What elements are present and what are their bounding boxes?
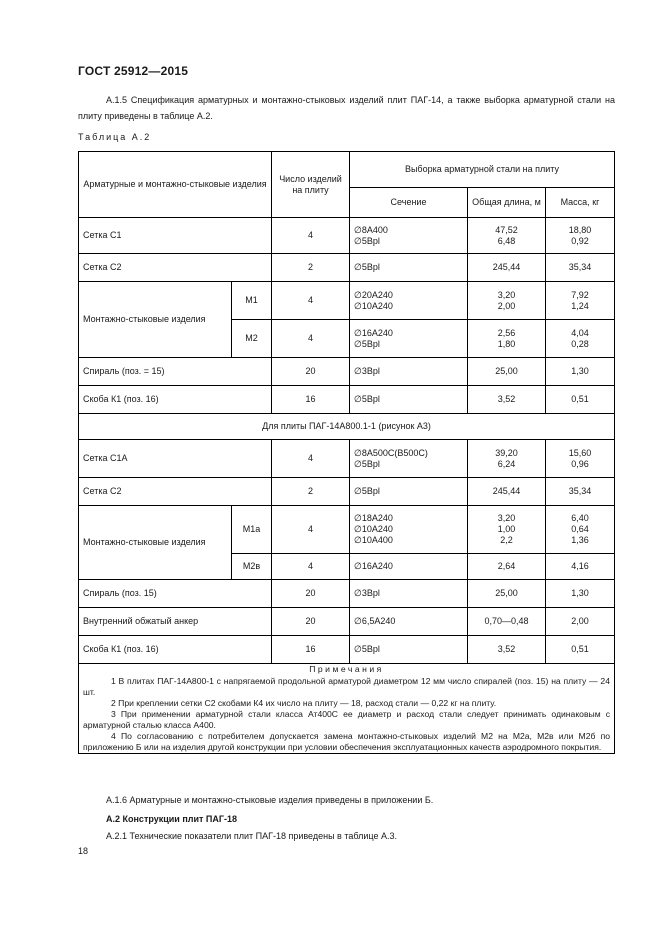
paragraph-a15: А.1.5 Спецификация арматурных и монтажно-стыковых изделий плит ПАГ-14, а также выборка арматурной стали на плиту приведены в таблице А.2. bbox=[78, 95, 615, 121]
item-subtype: М1 bbox=[232, 282, 272, 320]
section-value: ∅8А500С(В500С) bbox=[354, 447, 428, 458]
table-notes bbox=[79, 664, 615, 754]
mass-value: 15,60 bbox=[568, 447, 592, 458]
item-count: 16 bbox=[272, 386, 350, 414]
mass-value: 7,92 bbox=[571, 289, 589, 300]
item-mass bbox=[546, 386, 615, 414]
section-value: ∅3Вpl bbox=[354, 366, 380, 376]
length-value: 39,20 bbox=[495, 447, 518, 458]
length-value: 25,00 bbox=[495, 588, 518, 598]
item-subtype: М1а bbox=[232, 506, 272, 554]
table-row bbox=[79, 608, 615, 636]
length-value: 0,70—0,48 bbox=[484, 616, 529, 626]
header-section: Сечение bbox=[350, 188, 468, 218]
item-length bbox=[468, 608, 546, 636]
length-value: 3,52 bbox=[497, 644, 516, 654]
header-items: Арматурные и монтажно-стыковые изделия bbox=[79, 152, 272, 218]
table-row bbox=[79, 580, 615, 608]
item-name: Сетка С1 bbox=[79, 218, 272, 254]
item-mass bbox=[546, 320, 615, 358]
item-subtype: М2 bbox=[232, 320, 272, 358]
item-section bbox=[350, 440, 468, 478]
item-section bbox=[350, 580, 468, 608]
length-value: 245,44 bbox=[492, 262, 521, 272]
item-section bbox=[350, 218, 468, 254]
item-count: 4 bbox=[272, 282, 350, 320]
section-value: ∅10А400 bbox=[354, 535, 393, 545]
mass-value: 4,04 bbox=[571, 327, 589, 338]
mass-value: 1,30 bbox=[571, 366, 589, 376]
item-count: 20 bbox=[272, 608, 350, 636]
item-section bbox=[350, 358, 468, 386]
mass-value: 0,51 bbox=[571, 394, 589, 404]
mass-value: 4,16 bbox=[571, 561, 589, 571]
mass-value: 18,80 bbox=[568, 224, 592, 235]
item-length bbox=[468, 506, 546, 554]
table-row bbox=[79, 636, 615, 664]
item-length bbox=[468, 254, 546, 282]
length-value: 3,52 bbox=[497, 394, 516, 404]
length-value: 47,52 bbox=[495, 224, 518, 235]
item-section bbox=[350, 554, 468, 580]
length-value: 2,2 bbox=[500, 535, 513, 545]
item-count: 4 bbox=[272, 440, 350, 478]
header-length: Общая длина, м bbox=[468, 188, 546, 218]
table-row bbox=[79, 386, 615, 414]
specification-table bbox=[78, 151, 615, 754]
mass-value: 35,34 bbox=[568, 486, 592, 496]
item-mass bbox=[546, 554, 615, 580]
item-name: Спираль (поз. 15) bbox=[79, 580, 272, 608]
mass-value: 0,96 bbox=[571, 458, 589, 469]
item-section bbox=[350, 386, 468, 414]
length-value: 25,00 bbox=[495, 366, 518, 376]
item-section bbox=[350, 608, 468, 636]
item-section bbox=[350, 478, 468, 506]
table-row bbox=[79, 218, 615, 254]
table-row bbox=[79, 478, 615, 506]
item-mass bbox=[546, 580, 615, 608]
length-value: 3,20 bbox=[497, 513, 516, 523]
mass-value: 6,40 bbox=[571, 513, 589, 523]
item-count: 2 bbox=[272, 478, 350, 506]
item-section bbox=[350, 282, 468, 320]
notes-title: Примечания bbox=[309, 664, 384, 674]
section-value: ∅5Вpl bbox=[354, 644, 380, 654]
section-value: ∅16А240 bbox=[354, 327, 393, 338]
standard-title: ГОСТ 25912—2015 bbox=[78, 64, 189, 78]
length-value: 2,56 bbox=[497, 327, 516, 338]
item-name: Сетка С2 bbox=[79, 478, 272, 506]
paragraph-a21: А.2.1 Технические показатели плит ПАГ-18 приведены в таблице А.3. bbox=[106, 831, 397, 841]
item-section bbox=[350, 636, 468, 664]
header-count: Число изделий на плиту bbox=[272, 152, 350, 218]
item-mass bbox=[546, 440, 615, 478]
item-section bbox=[350, 254, 468, 282]
section-value: ∅6,5А240 bbox=[354, 616, 396, 626]
table-subheading: Для плиты ПАГ-14А800.1-1 (рисунок А3) bbox=[79, 414, 615, 440]
item-length bbox=[468, 358, 546, 386]
mass-value: 0,64 bbox=[571, 524, 589, 534]
item-name: Внутренний обжатый анкер bbox=[79, 608, 272, 636]
item-count: 2 bbox=[272, 254, 350, 282]
section-value: ∅5Вpl bbox=[354, 262, 380, 272]
mass-value: 0,28 bbox=[571, 338, 589, 349]
item-section bbox=[350, 320, 468, 358]
item-count: 20 bbox=[272, 580, 350, 608]
section-heading-a2: А.2 Конструкции плит ПАГ-18 bbox=[106, 814, 238, 824]
item-name: Спираль (поз. = 15) bbox=[79, 358, 272, 386]
note-item: 4 По согласованию с потребителем допускается замена монтажно-стыковых изделий М2 на М2а, М2в или М2б по приложению Б или на изделия другой конструкции при условии обеспечения эксплуатационных качеств аэродромного покрытия. bbox=[83, 731, 610, 752]
header-mass: Масса, кг bbox=[546, 188, 615, 218]
mass-value: 0,51 bbox=[571, 644, 589, 654]
page-number: 18 bbox=[78, 846, 89, 856]
item-name: Монтажно-стыковые изделия bbox=[79, 506, 232, 580]
table-row bbox=[79, 440, 615, 478]
length-value: 2,64 bbox=[497, 561, 516, 571]
section-value: ∅8А400 bbox=[354, 224, 388, 235]
mass-value: 0,92 bbox=[571, 235, 589, 246]
section-value: ∅10А240 bbox=[354, 300, 393, 311]
section-value: ∅5Вpl bbox=[354, 338, 380, 349]
item-length bbox=[468, 478, 546, 506]
table-caption: Таблица А.2 bbox=[78, 132, 152, 142]
section-value: ∅10А240 bbox=[354, 524, 393, 534]
section-value: ∅5Вpl bbox=[354, 486, 380, 496]
item-mass bbox=[546, 218, 615, 254]
length-value: 6,48 bbox=[497, 235, 516, 246]
item-length bbox=[468, 282, 546, 320]
length-value: 1,80 bbox=[497, 338, 516, 349]
item-name: Скоба К1 (поз. 16) bbox=[79, 386, 272, 414]
section-value: ∅18А240 bbox=[354, 513, 393, 523]
item-name: Сетка С2 bbox=[79, 254, 272, 282]
mass-value: 1,36 bbox=[571, 535, 589, 545]
subheading-row bbox=[79, 414, 615, 440]
item-count: 4 bbox=[272, 506, 350, 554]
table-row bbox=[79, 254, 615, 282]
note-item: 2 При креплении сетки С2 скобами К4 их число на плиту — 18, расход стали — 0,22 кг на плиту. bbox=[111, 698, 497, 708]
notes-row bbox=[79, 664, 615, 754]
mass-value: 1,24 bbox=[571, 300, 589, 311]
item-mass bbox=[546, 608, 615, 636]
item-count: 20 bbox=[272, 358, 350, 386]
item-name: Монтажно-стыковые изделия bbox=[79, 282, 232, 358]
section-value: ∅5Вpl bbox=[354, 394, 380, 404]
note-item: 1 В плитах ПАГ-14А800-1 с напрягаемой продольной арматурой диаметром 12 мм число спиралей (поз. 15) на плиту — 24 шт. bbox=[83, 676, 610, 697]
item-mass bbox=[546, 478, 615, 506]
item-name: Скоба К1 (поз. 16) bbox=[79, 636, 272, 664]
mass-value: 1,30 bbox=[571, 588, 589, 598]
mass-value: 2,00 bbox=[571, 616, 589, 626]
item-section bbox=[350, 506, 468, 554]
item-mass bbox=[546, 636, 615, 664]
item-mass bbox=[546, 282, 615, 320]
section-value: ∅20А240 bbox=[354, 289, 393, 300]
length-value: 245,44 bbox=[492, 486, 521, 496]
item-length bbox=[468, 218, 546, 254]
item-count: 4 bbox=[272, 554, 350, 580]
item-length bbox=[468, 386, 546, 414]
section-value: ∅3Вpl bbox=[354, 588, 380, 598]
item-count: 4 bbox=[272, 320, 350, 358]
table-row bbox=[79, 282, 615, 320]
item-mass bbox=[546, 358, 615, 386]
item-name: Сетка С1А bbox=[79, 440, 272, 478]
table-row bbox=[79, 506, 615, 554]
item-mass bbox=[546, 254, 615, 282]
section-value: ∅5Вpl bbox=[354, 235, 380, 246]
length-value: 3,20 bbox=[497, 289, 516, 300]
header-selection: Выборка арматурной стали на плиту bbox=[350, 152, 615, 188]
mass-value: 35,34 bbox=[568, 262, 592, 272]
item-count: 16 bbox=[272, 636, 350, 664]
length-value: 6,24 bbox=[497, 458, 516, 469]
item-count: 4 bbox=[272, 218, 350, 254]
item-length bbox=[468, 636, 546, 664]
table-row bbox=[79, 358, 615, 386]
length-value: 2,00 bbox=[497, 300, 516, 311]
item-subtype: М2в bbox=[232, 554, 272, 580]
item-mass bbox=[546, 506, 615, 554]
paragraph-a16: А.1.6 Арматурные и монтажно-стыковые изделия приведены в приложении Б. bbox=[106, 795, 434, 805]
note-item: 3 При применении арматурной стали класса Ат400С ее диаметр и расход стали следует принимать одинаковым с арматурной сталью класса А400. bbox=[83, 709, 610, 730]
section-value: ∅16А240 bbox=[354, 561, 393, 571]
item-length bbox=[468, 580, 546, 608]
length-value: 1,00 bbox=[497, 524, 516, 534]
item-length bbox=[468, 440, 546, 478]
item-length bbox=[468, 554, 546, 580]
item-length bbox=[468, 320, 546, 358]
section-value: ∅5Вpl bbox=[354, 458, 380, 469]
